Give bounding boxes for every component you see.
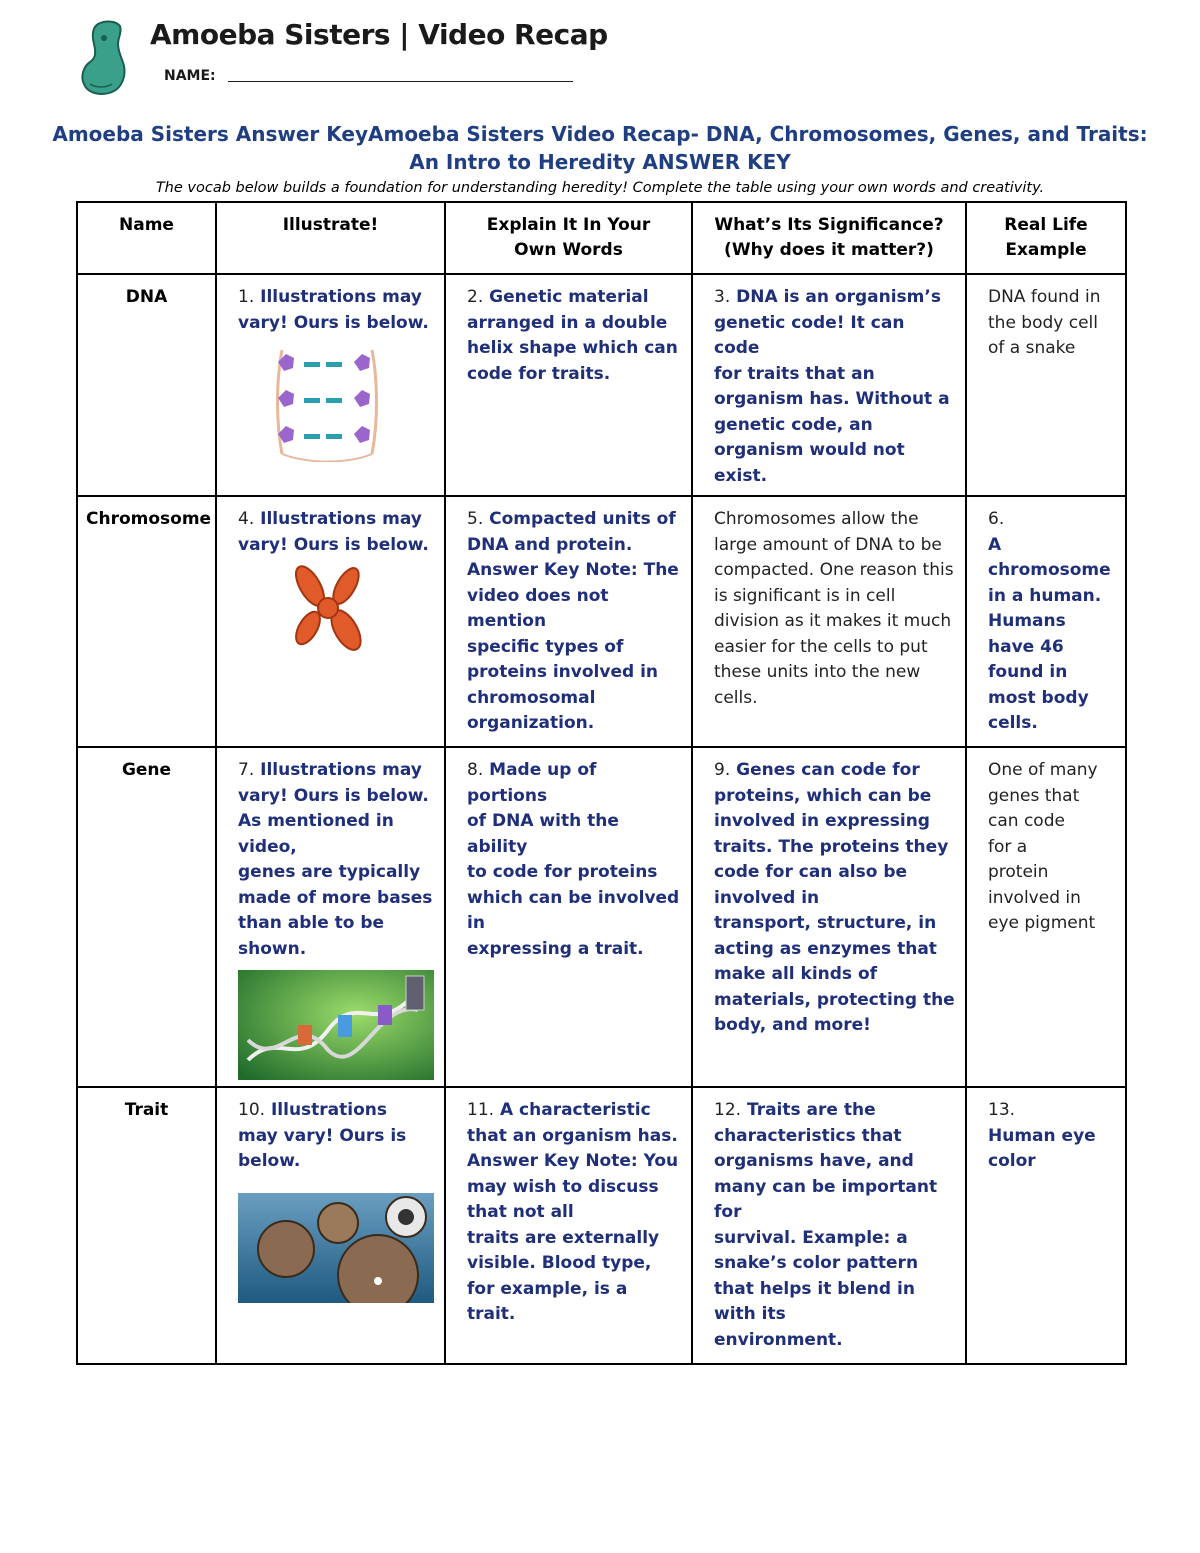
- name-label: NAME:: [164, 68, 216, 84]
- significance-cell[interactable]: [692, 496, 966, 747]
- significance-cell[interactable]: [692, 274, 966, 496]
- col-header-name: Name: [77, 202, 216, 274]
- table-row: [77, 1087, 1126, 1364]
- item-number: 11.: [467, 1100, 495, 1120]
- col-header-illustrate: Illustrate!: [216, 202, 445, 274]
- example-cell[interactable]: [966, 496, 1126, 747]
- item-number: 2.: [467, 287, 484, 307]
- term-name: DNA: [77, 274, 216, 496]
- answer-text: A characteristic that an organism has. Answer Key Note: You may wish to discuss that not all traits are externally visible. Blood type, for example, is a trait.: [467, 1100, 679, 1324]
- term-name: Trait: [77, 1087, 216, 1364]
- table-row: [77, 747, 1126, 1087]
- illustrate-cell[interactable]: [216, 274, 445, 496]
- example-text: DNA found in the body cell of a snake: [988, 287, 1101, 358]
- item-number: 10.: [238, 1100, 266, 1120]
- item-number: 7.: [238, 760, 255, 780]
- item-number: 3.: [714, 287, 731, 307]
- page-title: Amoeba Sisters Answer KeyAmoeba Sisters Video Recap- DNA, Chromosomes, Genes, and Traits: An Intro to Heredity ANSWER KEY: [52, 122, 1148, 174]
- example-cell[interactable]: [966, 274, 1126, 496]
- explain-cell[interactable]: [445, 1087, 692, 1364]
- term-name: Chromosome: [77, 496, 216, 747]
- example-cell[interactable]: [966, 1087, 1126, 1364]
- example-cell[interactable]: [966, 747, 1126, 1087]
- dna-illustration-icon: [268, 342, 388, 462]
- answer-text: Illustrations may vary! Ours is below.: [238, 509, 429, 555]
- item-number: 4.: [238, 509, 255, 529]
- col-header-example: Real Life Example: [966, 202, 1126, 274]
- table-header-row: [77, 202, 1126, 274]
- significance-cell[interactable]: [692, 747, 966, 1087]
- chromosome-illustration-icon: [278, 564, 378, 654]
- example-text: Human eye color: [988, 1125, 1096, 1171]
- item-number: 13.: [988, 1100, 1016, 1120]
- significance-cell[interactable]: [692, 1087, 966, 1364]
- illustrate-cell[interactable]: [216, 747, 445, 1087]
- example-text: One of many genes that can code for a protein involved in eye pigment: [988, 760, 1098, 933]
- answer-text: Compacted units of DNA and protein. Answer Key Note: The video does not mention specific types of proteins involved in chromosomal organization.: [467, 509, 679, 733]
- instructions: The vocab below builds a foundation for understanding heredity! Complete the table using your own words and creativity.: [155, 180, 1045, 196]
- item-number: 9.: [714, 760, 731, 780]
- vocab-table: [76, 201, 1127, 1365]
- brand-title: Amoeba Sisters | Video Recap: [150, 18, 608, 51]
- answer-text: Genes can code for proteins, which can be involved in expressing traits. The proteins they code for can also be involved in transport, structure, in acting as enzymes that make all kinds of materials, protecting the body, and more!: [714, 760, 955, 1035]
- name-field[interactable]: [228, 81, 573, 82]
- illustrate-cell[interactable]: [216, 1087, 445, 1364]
- item-number: 8.: [467, 760, 484, 780]
- illustrate-cell[interactable]: [216, 496, 445, 747]
- item-number: 5.: [467, 509, 484, 529]
- term-name: Gene: [77, 747, 216, 1087]
- answer-text: Made up of portions of DNA with the ability to code for proteins which can be involved in expressing a trait.: [467, 760, 680, 959]
- answer-text: Chromosomes allow the large amount of DNA to be compacted. One reason this is significant is in cell division as it makes it much easier for the cells to put these units into the new cells.: [714, 509, 954, 708]
- col-header-significance: What’s Its Significance? (Why does it matter?): [692, 202, 966, 274]
- table-row: [77, 274, 1126, 496]
- explain-cell[interactable]: [445, 274, 692, 496]
- item-number: 1.: [238, 287, 255, 307]
- explain-cell[interactable]: [445, 496, 692, 747]
- amoeba-logo-icon: [78, 18, 138, 98]
- gene-illustration-icon: [238, 970, 434, 1080]
- answer-text: DNA is an organism’s genetic code! It can code for traits that an organism has. Without a genetic code, an organism would not exist.: [714, 287, 950, 486]
- trait-illustration-icon: [238, 1193, 434, 1303]
- item-number: 12.: [714, 1100, 742, 1120]
- explain-cell[interactable]: [445, 747, 692, 1087]
- answer-text: Illustrations may vary! Ours is below.: [238, 287, 429, 333]
- example-text: A chromosome in a human. Humans have 46 found in most body cells.: [988, 534, 1111, 733]
- item-number: 6.: [988, 509, 1005, 529]
- answer-text: Illustrations may vary! Ours is below.: [238, 1100, 407, 1171]
- answer-text: Illustrations may vary! Ours is below. As mentioned in video, genes are typically made of more bases than able to be shown.: [238, 760, 433, 959]
- answer-text: Traits are the characteristics that organisms have, and many can be important for survival. Example: a snake’s color pattern that helps it blend in with its environment.: [714, 1100, 938, 1350]
- table-row: [77, 496, 1126, 747]
- col-header-explain: Explain It In Your Own Words: [445, 202, 692, 274]
- answer-text: Genetic material arranged in a double helix shape which can code for traits.: [467, 287, 678, 384]
